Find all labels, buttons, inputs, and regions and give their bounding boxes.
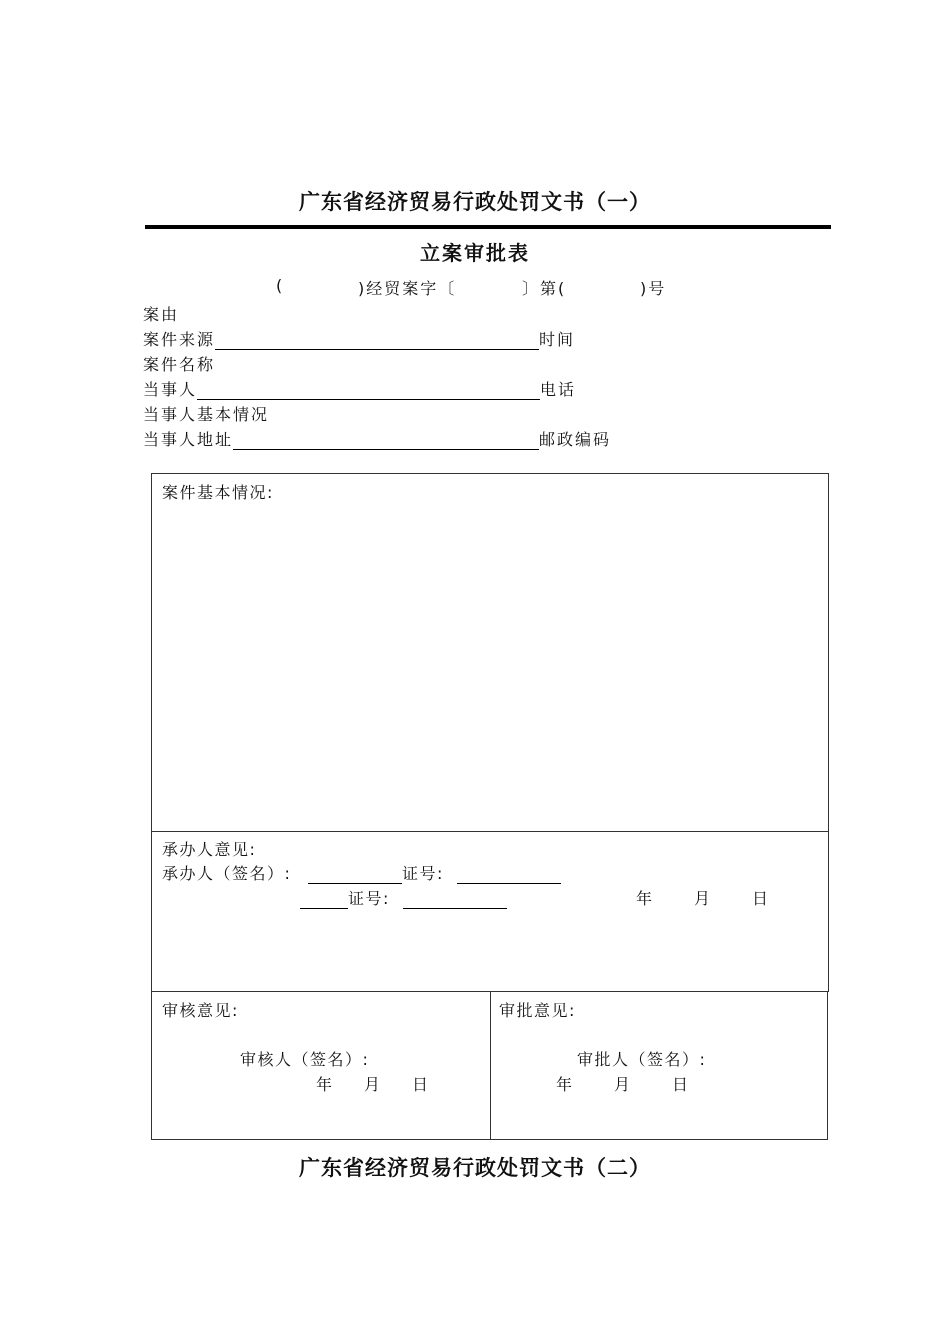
case-no-text2: 〕第(	[522, 279, 567, 298]
approve-day: 日	[672, 1075, 690, 1094]
handler-opinion-cell[interactable]	[151, 831, 829, 992]
field-source-blank[interactable]	[215, 333, 539, 350]
case-no-text1: )经贸案字〔	[358, 279, 457, 298]
title-rule	[145, 225, 831, 229]
review-month: 月	[364, 1075, 382, 1094]
basic-situation-label: 案件基本情况:	[162, 483, 274, 502]
field-postcode-label: 邮政编码	[539, 430, 612, 449]
field-party-address-label: 当事人地址	[143, 430, 234, 449]
handler-month: 月	[694, 889, 712, 908]
field-name	[143, 352, 215, 374]
field-party-info-label: 当事人基本情况	[143, 405, 270, 424]
approve-year: 年	[556, 1075, 574, 1094]
form-subtitle: 立案审批表	[420, 241, 530, 265]
second-name-blank[interactable]	[300, 892, 348, 909]
review-year: 年	[316, 1075, 334, 1094]
field-cause-label: 案由	[143, 305, 180, 324]
second-cert-blank[interactable]	[403, 892, 507, 909]
handler-sign-label: 承办人（签名）:	[162, 864, 292, 883]
handler-opinion-label: 承办人意见:	[162, 840, 257, 859]
field-party-info	[143, 402, 269, 424]
field-phone-label: 电话	[540, 380, 577, 399]
review-day: 日	[412, 1075, 430, 1094]
field-party-blank[interactable]	[197, 383, 540, 400]
field-party-address	[143, 427, 611, 449]
field-address-blank[interactable]	[233, 433, 539, 450]
field-cause	[143, 302, 179, 324]
second-cert-row	[300, 886, 507, 909]
review-opinion-cell[interactable]	[151, 991, 491, 1140]
handler-cert-blank[interactable]	[457, 867, 561, 884]
field-source	[143, 327, 575, 349]
handler-sign-blank[interactable]	[308, 867, 402, 884]
handler-year: 年	[636, 889, 654, 908]
handler-sign-row	[162, 861, 561, 884]
document-title: 广东省经济贸易行政处罚文书（一）	[299, 190, 651, 214]
case-no-open: (	[276, 276, 285, 295]
field-source-label: 案件来源	[143, 330, 216, 349]
field-time-label: 时间	[539, 330, 576, 349]
case-no-text3: )号	[640, 279, 667, 298]
review-opinion-label: 审核意见:	[162, 1001, 239, 1020]
field-name-label: 案件名称	[143, 355, 216, 374]
approve-opinion-cell[interactable]	[489, 991, 828, 1140]
field-party	[143, 377, 576, 399]
basic-situation-cell[interactable]	[151, 473, 829, 832]
handler-day: 日	[752, 889, 770, 908]
approve-opinion-label: 审批意见:	[499, 1001, 576, 1020]
field-party-label: 当事人	[143, 380, 198, 399]
reviewer-sign-label: 审核人（签名）:	[240, 1050, 370, 1069]
next-document-title: 广东省经济贸易行政处罚文书（二）	[299, 1156, 651, 1180]
approver-sign-label: 审批人（签名）:	[577, 1050, 707, 1069]
second-cert-label: 证号:	[348, 889, 390, 908]
handler-cert-label: 证号:	[402, 864, 444, 883]
approve-month: 月	[614, 1075, 632, 1094]
